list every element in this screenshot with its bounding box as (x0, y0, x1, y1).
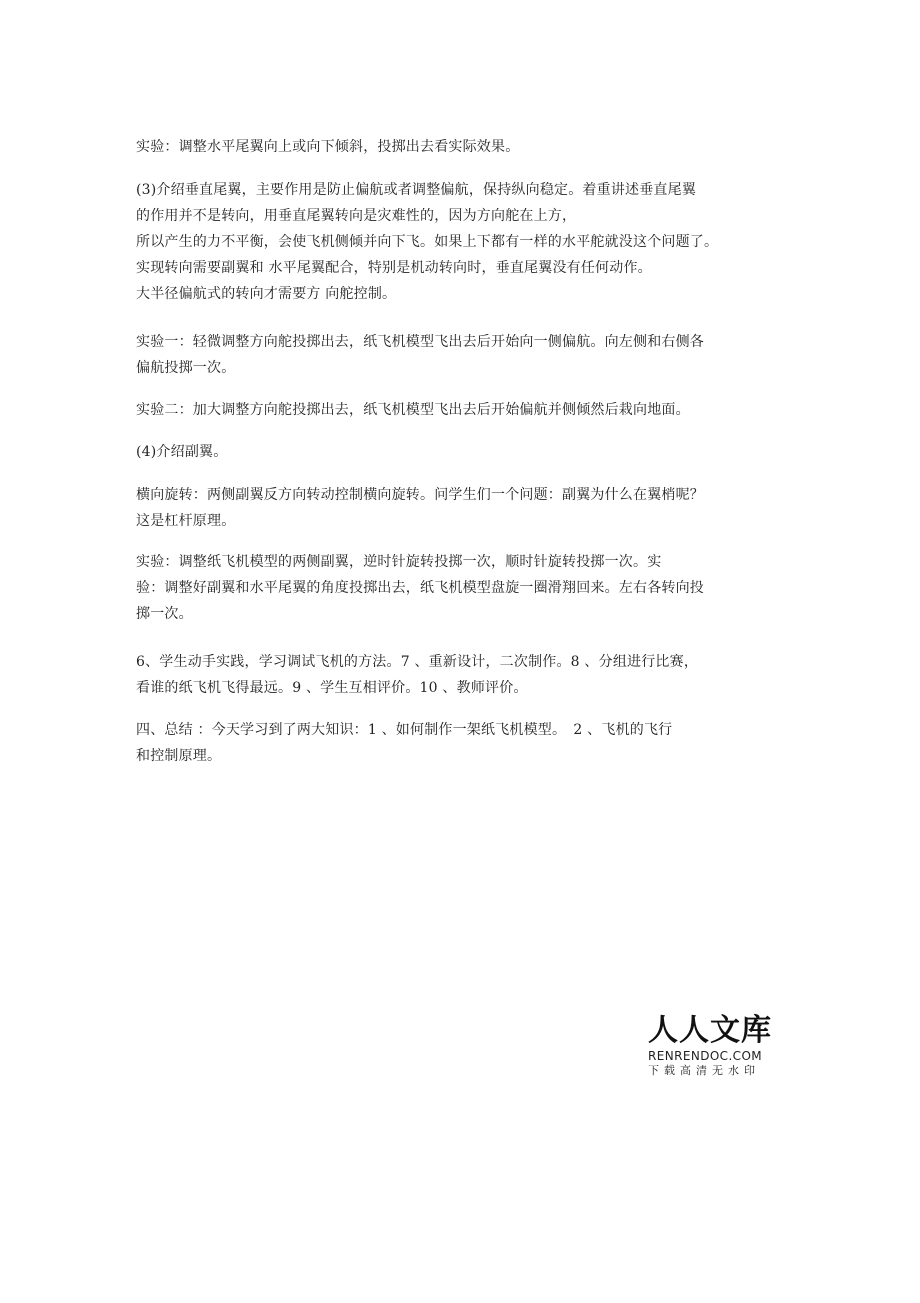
paragraph-aileron-intro (136, 439, 786, 465)
text-line: 实验二：加大调整方向舵投掷出去，纸飞机模型飞出去后开始偏航并侧倾然后栽向地面。 (136, 402, 690, 418)
text-line: 6、学生动手实践，学习调试飞机的方法。7 、重新设计，二次制作。8 、分组进行比赛， (136, 654, 699, 670)
watermark-url: RENRENDOC.COM (648, 1049, 763, 1063)
watermark-tagline: 下载高清无水印 (648, 1064, 760, 1077)
paragraph-experiment-one (136, 329, 786, 381)
paragraph-summary (136, 717, 786, 769)
text-line: 所以产生的力不平衡，会使飞机侧倾并向下飞。如果上下都有一样的水平舵就没这个问题了。 (136, 234, 719, 250)
text-line: 验：调整好副翼和水平尾翼的角度投掷出去，纸飞机模型盘旋一圈滑翔回来。左右各转向投 (136, 580, 704, 596)
text-line: 实验：调整纸飞机模型的两侧副翼，逆时针旋转投掷一次，顺时针旋转投掷一次。实 (136, 554, 662, 570)
paragraph-horizontal-tail-experiment (136, 134, 786, 160)
paragraph-aileron-experiment (136, 549, 786, 627)
paragraph-lateral-rotation (136, 482, 786, 534)
text-line: 大半径偏航式的转向才需要方 向舵控制。 (136, 286, 397, 302)
text-line: 偏航投掷一次。 (136, 360, 236, 376)
paragraph-experiment-two (136, 397, 786, 423)
paragraph-student-practice (136, 649, 786, 701)
text-line: 这是杠杆原理。 (136, 513, 236, 529)
paragraph-vertical-tail-intro (136, 177, 786, 307)
text-line: 的作用并不是转向，用垂直尾翼转向是灾难性的，因为方向舵在上方， (136, 208, 577, 224)
text-line: 看谁的纸飞机飞得最远。9 、学生互相评价。10 、教师评价。 (136, 680, 528, 696)
text-line: 和控制原理。 (136, 748, 222, 764)
text-line: 实现转向需要副翼和 水平尾翼配合，特别是机动转向时，垂直尾翼没有任何动作。 (136, 260, 652, 276)
text-line: (3)介绍垂直尾翼，主要作用是防止偏航或者调整偏航，保持纵向稳定。着重讲述垂直尾翼 (136, 182, 697, 198)
text-line: 实验一：轻微调整方向舵投掷出去，纸飞机模型飞出去后开始向一侧偏航。向左侧和右侧各 (136, 334, 704, 350)
watermark-logo (648, 1014, 778, 1078)
text-line: 四、总结 ：今天学习到了两大知识：1 、如何制作一架纸飞机模型。 2 、飞机的飞行 (136, 722, 673, 738)
text-line: 实验：调整水平尾翼向上或向下倾斜，投掷出去看实际效果。 (136, 139, 520, 155)
text-line: 掷一次。 (136, 606, 193, 622)
watermark-title: 人人文库 (648, 1013, 772, 1048)
text-line: 横向旋转：两侧副翼反方向转动控制横向旋转。问学生们一个问题：副翼为什么在翼梢呢？ (136, 487, 704, 503)
text-line: (4)介绍副翼。 (136, 444, 228, 460)
